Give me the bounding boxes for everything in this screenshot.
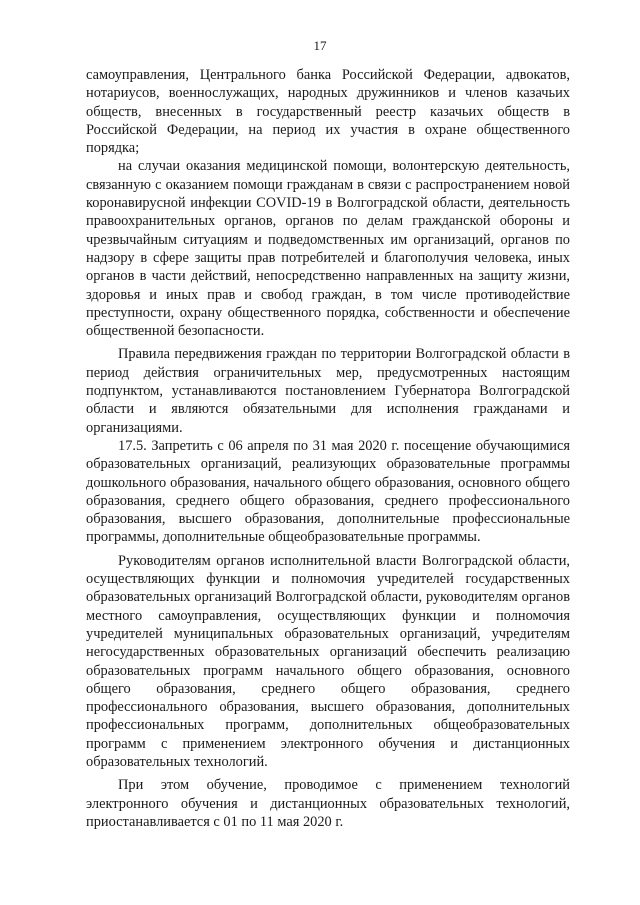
paragraph-continuation: самоуправления, Центрального банка Российской Федерации, адвокатов, нотариусов, военнослужащих, народных дружинников и членов казачьих обществ, внесенных в государственный реестр казачьих обществ в Российской Федерации, на период их участия в охране общественного порядка; <box>86 67 570 157</box>
paragraph-exceptions: на случаи оказания медицинской помощи, волонтерскую деятельность, связанную с оказанием помощи гражданам в связи с распространением новой коронавирусной инфекции COVID-19 в Волгоградской области, деятельность правоохранительных органов, органов по делам гражданской обороны и чрезвычайным ситуациям и подведомственных им организаций, органов по надзору в сфере защиты прав потребителей и благополучия человека, иных органов в части действий, непосредственно направленных на защиту жизни, здоровья и иных прав и свобод граждан, в том числе противодействие преступности, охрану общественного порядка, собственности и обеспечение общественной безопасности. <box>86 158 570 340</box>
document-body <box>86 66 570 831</box>
paragraph-suspension: При этом обучение, проводимое с применением технологий электронного обучения и дистанционных образовательных технологий, приостанавливается с 01 по 11 мая 2020 г. <box>86 777 570 830</box>
paragraph-movement-rules: Правила передвижения граждан по территории Волгоградской области в период действия ограничительных мер, предусмотренных настоящим подпунктом, устанавливаются постановлением Губернатора Волгоградской области и являются обязательными для исполнения гражданами и организациями. <box>86 346 570 436</box>
paragraph-heads-instruction: Руководителям органов исполнительной власти Волгоградской области, осуществляющих функции и полномочия учредителей государственных образовательных организаций Волгоградской области, руководителям органов местного самоуправления, осуществляющих функции и полномочия учредителей муниципальных образовательных организаций, учредителям негосударственных образовательных организаций обеспечить реализацию образовательных программ начального общего образования, основного общего образования, среднего общего образования, среднего профессионального образования, высшего образования, дополнительных профессиональных программ, дополнительных общеобразовательных программ с применением электронного обучения и дистанционных образовательных технологий. <box>86 552 570 770</box>
paragraph-item-17-5: 17.5. Запретить с 06 апреля по 31 мая 2020 г. посещение обучающимися образовательных организаций, реализующих образовательные программы дошкольного образования, начального общего образования, основного общего образования, среднего общего образования, среднего профессионального образования, высшего образования, дополнительные профессиональные программы, дополнительные общеобразовательные программы. <box>86 437 570 546</box>
page-number: 17 <box>313 38 327 53</box>
